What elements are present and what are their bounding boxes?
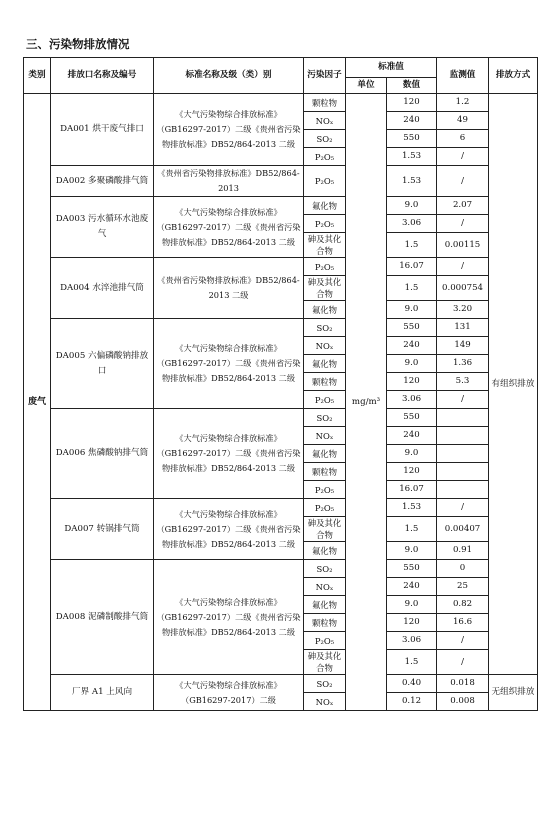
- pollutant-cell: SO₂: [304, 319, 346, 337]
- pollutant-cell: 砷及其化合物: [304, 650, 346, 675]
- pollutant-cell: 砷及其化合物: [304, 517, 346, 542]
- monitor-value-cell: 0.018: [437, 675, 489, 693]
- header-category: 类别: [24, 58, 51, 94]
- monitor-value-cell: /: [437, 499, 489, 517]
- standard-value-cell: 120: [387, 463, 437, 481]
- pollutant-cell: 颗粒物: [304, 373, 346, 391]
- pollutant-cell: NOₓ: [304, 112, 346, 130]
- monitor-value-cell: 16.6: [437, 614, 489, 632]
- monitor-value-cell: /: [437, 650, 489, 675]
- pollutant-cell: 氟化物: [304, 596, 346, 614]
- standard-value-cell: 9.0: [387, 197, 437, 215]
- monitor-value-cell: 149: [437, 337, 489, 355]
- pollutant-cell: 砷及其化合物: [304, 233, 346, 258]
- standard-name-cell: 《贵州省污染物排放标准》DB52/864-2013: [154, 166, 304, 197]
- standard-value-cell: 0.40: [387, 675, 437, 693]
- table-row: [24, 197, 538, 215]
- monitor-value-cell: /: [437, 258, 489, 276]
- monitor-value-cell: 25: [437, 578, 489, 596]
- standard-name-cell: 《大气污染物综合排放标准》（GB16297-2017）二级《贵州省污染物排放标准》DB52/864-2013 二级: [154, 560, 304, 675]
- standard-value-cell: 9.0: [387, 542, 437, 560]
- pollutant-cell: 砷及其化合物: [304, 276, 346, 301]
- standard-value-cell: 240: [387, 427, 437, 445]
- pollutant-cell: SO₂: [304, 560, 346, 578]
- monitor-value-cell: 49: [437, 112, 489, 130]
- pollutant-cell: SO₂: [304, 675, 346, 693]
- monitor-value-cell: /: [437, 215, 489, 233]
- monitor-value-cell: 0: [437, 560, 489, 578]
- standard-value-cell: 120: [387, 614, 437, 632]
- table-row: [24, 409, 538, 427]
- monitor-value-cell: [437, 481, 489, 499]
- pollutant-cell: NOₓ: [304, 578, 346, 596]
- pollutant-emission-table: [23, 57, 538, 711]
- pollutant-cell: NOₓ: [304, 427, 346, 445]
- monitor-value-cell: 5.3: [437, 373, 489, 391]
- pollutant-cell: P₂O₅: [304, 148, 346, 166]
- monitor-value-cell: 0.008: [437, 693, 489, 711]
- standard-value-cell: 1.53: [387, 148, 437, 166]
- monitor-value-cell: 6: [437, 130, 489, 148]
- standard-name-cell: 《贵州省污染物排放标准》DB52/864-2013 二级: [154, 258, 304, 319]
- standard-name-cell: 《大气污染物综合排放标准》（GB16297-2017）二级《贵州省污染物排放标准》DB52/864-2013 二级: [154, 499, 304, 560]
- pollutant-cell: P₂O₅: [304, 632, 346, 650]
- outlet-name-cell: DA004 水淬池排气筒: [51, 258, 154, 319]
- standard-value-cell: 1.5: [387, 650, 437, 675]
- pollutant-cell: 颗粒物: [304, 614, 346, 632]
- pollutant-cell: 颗粒物: [304, 94, 346, 112]
- header-standard-value: 标准值: [346, 58, 437, 78]
- pollutant-cell: 氟化物: [304, 197, 346, 215]
- standard-name-cell: 《大气污染物综合排放标准》（GB16297-2017）二级: [154, 675, 304, 711]
- standard-value-cell: 0.12: [387, 693, 437, 711]
- header-monitor: 监测值: [437, 58, 489, 94]
- monitor-value-cell: 0.82: [437, 596, 489, 614]
- outlet-name-cell: DA002 多聚磷酸排气筒: [51, 166, 154, 197]
- outlet-name-cell: DA001 烘干废气排口: [51, 94, 154, 166]
- table-row: [24, 258, 538, 276]
- table-row: [24, 94, 538, 112]
- monitor-value-cell: [437, 445, 489, 463]
- pollutant-cell: 氟化物: [304, 445, 346, 463]
- standard-value-cell: 550: [387, 319, 437, 337]
- standard-value-cell: 3.06: [387, 632, 437, 650]
- standard-name-cell: 《大气污染物综合排放标准》（GB16297-2017）二级《贵州省污染物排放标准》DB52/864-2013 二级: [154, 94, 304, 166]
- monitor-value-cell: 2.07: [437, 197, 489, 215]
- monitor-value-cell: 1.2: [437, 94, 489, 112]
- standard-value-cell: 3.06: [387, 391, 437, 409]
- monitor-value-cell: [437, 409, 489, 427]
- outlet-name-cell: DA008 泥磷制酸排气筒: [51, 560, 154, 675]
- outlet-name-cell: DA006 焦磷酸钠排气筒: [51, 409, 154, 499]
- standard-name-cell: 《大气污染物综合排放标准》（GB16297-2017）二级《贵州省污染物排放标准》DB52/864-2013 二级: [154, 409, 304, 499]
- standard-value-cell: 1.53: [387, 166, 437, 197]
- monitor-value-cell: 0.00115: [437, 233, 489, 258]
- header-pollutant: 污染因子: [304, 58, 346, 94]
- pollutant-cell: SO₂: [304, 409, 346, 427]
- standard-value-cell: 9.0: [387, 301, 437, 319]
- outlet-name-cell: DA003 污水循环水池废气: [51, 197, 154, 258]
- table-row: [24, 560, 538, 578]
- table-row: [24, 499, 538, 517]
- outlet-name-cell: 厂界 A1 上风向: [51, 675, 154, 711]
- table-row: [24, 675, 538, 693]
- pollutant-cell: NOₓ: [304, 693, 346, 711]
- monitor-value-cell: [437, 463, 489, 481]
- pollutant-cell: 氟化物: [304, 355, 346, 373]
- monitor-value-cell: /: [437, 148, 489, 166]
- pollutant-cell: P₂O₅: [304, 391, 346, 409]
- standard-value-cell: 240: [387, 578, 437, 596]
- standard-value-cell: 16.07: [387, 481, 437, 499]
- header-standard: 标准名称及级（类）别: [154, 58, 304, 94]
- monitor-value-cell: [437, 427, 489, 445]
- pollutant-cell: P₂O₅: [304, 499, 346, 517]
- pollutant-cell: P₂O₅: [304, 215, 346, 233]
- standard-value-cell: 1.5: [387, 233, 437, 258]
- unit-cell: mg/m³: [346, 94, 387, 711]
- standard-value-cell: 9.0: [387, 596, 437, 614]
- standard-value-cell: 1.5: [387, 276, 437, 301]
- section-title: 三、污染物排放情况: [26, 37, 130, 51]
- header-value: 数值: [387, 78, 437, 94]
- category-cell: 废气: [24, 94, 51, 711]
- standard-value-cell: 16.07: [387, 258, 437, 276]
- table-row: [24, 166, 538, 197]
- monitor-value-cell: 0.000754: [437, 276, 489, 301]
- pollutant-cell: P₂O₅: [304, 258, 346, 276]
- header-method: 排放方式: [489, 58, 538, 94]
- pollutant-cell: P₂O₅: [304, 166, 346, 197]
- standard-name-cell: 《大气污染物综合排放标准》（GB16297-2017）二级《贵州省污染物排放标准》DB52/864-2013 二级: [154, 319, 304, 409]
- pollutant-cell: 氟化物: [304, 542, 346, 560]
- emission-method-organized: 有组织排放: [489, 94, 538, 675]
- pollutant-cell: 颗粒物: [304, 463, 346, 481]
- standard-value-cell: 1.53: [387, 499, 437, 517]
- monitor-value-cell: 0.91: [437, 542, 489, 560]
- standard-value-cell: 120: [387, 373, 437, 391]
- standard-name-cell: 《大气污染物综合排放标准》（GB16297-2017）二级《贵州省污染物排放标准》DB52/864-2013 二级: [154, 197, 304, 258]
- standard-value-cell: 120: [387, 94, 437, 112]
- outlet-name-cell: DA005 六偏磷酸钠排放口: [51, 319, 154, 409]
- monitor-value-cell: 3.20: [437, 301, 489, 319]
- table-row: [24, 319, 538, 337]
- standard-value-cell: 3.06: [387, 215, 437, 233]
- standard-value-cell: 240: [387, 337, 437, 355]
- header-unit: 单位: [346, 78, 387, 94]
- monitor-value-cell: 1.36: [437, 355, 489, 373]
- standard-value-cell: 1.5: [387, 517, 437, 542]
- monitor-value-cell: /: [437, 166, 489, 197]
- monitor-value-cell: 131: [437, 319, 489, 337]
- monitor-value-cell: /: [437, 391, 489, 409]
- pollutant-cell: SO₂: [304, 130, 346, 148]
- monitor-value-cell: 0.00407: [437, 517, 489, 542]
- standard-value-cell: 550: [387, 409, 437, 427]
- outlet-name-cell: DA007 转锅排气筒: [51, 499, 154, 560]
- standard-value-cell: 550: [387, 130, 437, 148]
- standard-value-cell: 550: [387, 560, 437, 578]
- pollutant-cell: 氟化物: [304, 301, 346, 319]
- pollutant-cell: P₂O₅: [304, 481, 346, 499]
- header-outlet: 排放口名称及编号: [51, 58, 154, 94]
- standard-value-cell: 9.0: [387, 355, 437, 373]
- standard-value-cell: 9.0: [387, 445, 437, 463]
- monitor-value-cell: /: [437, 632, 489, 650]
- standard-value-cell: 240: [387, 112, 437, 130]
- emission-method-unorganized: 无组织排放: [489, 675, 538, 711]
- pollutant-cell: NOₓ: [304, 337, 346, 355]
